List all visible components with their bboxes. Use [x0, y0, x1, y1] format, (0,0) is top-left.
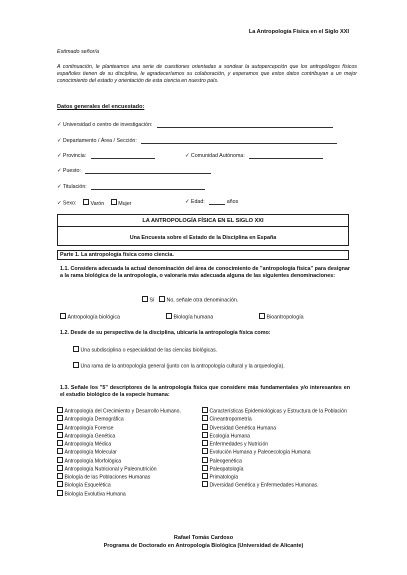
page-header-title: La Antropología Física en el Siglo XXI: [248, 29, 349, 35]
descriptor-item: [57, 473, 197, 481]
descriptor-checkbox[interactable]: [202, 457, 208, 463]
footer-author: Rafael Tomás Cardoso: [173, 535, 234, 541]
degree-label: ✓ Titulación:: [57, 184, 87, 190]
question-1-1-number: 1.1.: [60, 266, 69, 272]
descriptor-checkbox[interactable]: [202, 415, 208, 421]
q12-opt-b-checkbox[interactable]: [73, 362, 79, 368]
descriptor-item: [57, 415, 197, 423]
descriptor-item: [202, 440, 352, 448]
q13-left-list: [57, 407, 197, 498]
descriptor-item: [57, 490, 197, 498]
descriptor-item: [57, 432, 197, 440]
female-label: Mujer: [118, 200, 132, 207]
q12-opt-a: [73, 346, 343, 355]
question-1-1-text: Considera adecuada la actual denominación del área de conocimiento de "antropología física" para designar a la rama biológica de la antropología, o valoraría más adecuada alguna de las siguientes denominaciones:: [60, 266, 351, 280]
male-label: Varón: [90, 200, 105, 207]
province-field[interactable]: [91, 153, 155, 159]
q11-yes-label: Sí: [149, 297, 155, 304]
descriptor-checkbox[interactable]: [57, 465, 63, 471]
descriptor-item: [202, 481, 352, 489]
descriptor-label: Características Epidemiológicas y Estructura de la Población: [209, 408, 347, 415]
descriptor-item: [57, 457, 197, 465]
descriptor-checkbox[interactable]: [57, 481, 63, 487]
male-checkbox[interactable]: [83, 199, 89, 205]
university-row: [57, 122, 333, 128]
community-row: [185, 153, 323, 159]
part1-box: [57, 250, 349, 260]
descriptor-checkbox[interactable]: [57, 415, 63, 421]
sex-row: [57, 199, 131, 207]
descriptor-checkbox[interactable]: [57, 432, 63, 438]
q11-opt-a: [60, 313, 120, 321]
university-label: ✓ Universidad o centro de investigación:: [57, 122, 153, 128]
survey-subtitle: Una Encuesta sobre el Estado de la Disciplina en España: [129, 235, 277, 241]
q11-opt-c-checkbox[interactable]: [259, 313, 265, 319]
university-field[interactable]: [157, 122, 333, 128]
descriptor-item: [202, 432, 352, 440]
age-field[interactable]: [209, 199, 225, 205]
descriptor-label: Cineantropometría: [209, 416, 252, 423]
descriptor-item: [202, 465, 352, 473]
sex-label: ✓ Sexo:: [57, 200, 77, 207]
department-field[interactable]: [141, 138, 337, 144]
descriptor-checkbox[interactable]: [202, 432, 208, 438]
general-data-heading: Datos generales del encuestado:: [57, 104, 145, 110]
survey-title: LA ANTROPOLOGÍA FÍSICA EN EL SIGLO XXI: [142, 218, 264, 224]
descriptor-checkbox[interactable]: [202, 465, 208, 471]
descriptor-label: Diversidad Genética Humana: [209, 425, 277, 432]
community-field[interactable]: [249, 153, 323, 159]
descriptor-label: Paleopatología: [209, 466, 244, 473]
descriptor-item: [57, 407, 197, 415]
q12-opt-a-checkbox[interactable]: [73, 346, 79, 352]
descriptor-checkbox[interactable]: [202, 448, 208, 454]
q12-opt-a-label: Una subdisciplina o especialidad de las ciencias biológicas.: [80, 347, 218, 354]
descriptor-label: Enfermedades y Nutrición: [209, 441, 269, 448]
salutation: Estimado señor/a: [57, 49, 99, 55]
descriptor-item: [57, 465, 197, 473]
descriptor-checkbox[interactable]: [202, 440, 208, 446]
descriptor-label: Antropología Médica: [64, 441, 112, 448]
descriptor-label: Antropología Molecular: [64, 449, 117, 456]
descriptor-item: [57, 481, 197, 489]
descriptor-label: Diversidad Genética y Enfermedades Humanas.: [209, 482, 319, 489]
descriptor-label: Antropología Nutricional y Paleonutrición: [64, 466, 157, 473]
descriptor-label: Ecología Humana: [209, 433, 250, 440]
descriptor-item: [57, 448, 197, 456]
descriptor-item: [202, 448, 352, 456]
age-unit: años: [226, 199, 239, 205]
descriptor-checkbox[interactable]: [57, 490, 63, 496]
position-label: ✓ Puesto:: [57, 168, 81, 174]
province-row: [57, 153, 155, 159]
descriptor-label: Antropología Demográfica: [64, 416, 124, 423]
descriptor-label: Biología Evolutiva Humana: [64, 491, 126, 498]
female-checkbox[interactable]: [111, 199, 117, 205]
q11-opt-c: [259, 313, 304, 321]
descriptor-item: [57, 424, 197, 432]
q11-no-checkbox[interactable]: [159, 296, 165, 302]
position-field[interactable]: [85, 168, 211, 174]
degree-field[interactable]: [91, 184, 205, 190]
title-divider: [58, 226, 348, 227]
question-1-2: 1.2. Desde de su perspectiva de la disciplina, ubicaría la antropología física como:: [60, 330, 271, 336]
descriptor-item: [202, 415, 352, 423]
question-1-1: [60, 266, 350, 281]
department-row: [57, 138, 337, 144]
q11-yes-checkbox[interactable]: [142, 296, 148, 302]
descriptor-checkbox[interactable]: [57, 440, 63, 446]
intro-paragraph: A continuación, le planteamos una serie de cuestiones orientadas a sondear la autopercepción que los antropólogos físicos españoles tienen de su disciplina, le agradeceríamos su colaboración, y esperamos que estos datos contribuyan a un mejor conocimiento del estado y orientación de esta ciencia en nuestro país.: [57, 64, 357, 84]
descriptor-label: Evolución Humana y Paleoecología Humana: [209, 449, 311, 456]
descriptor-label: Antropología Forense: [64, 425, 114, 432]
degree-row: [57, 184, 205, 190]
q13-right-list: [202, 407, 352, 490]
q12-opt-b: [73, 362, 343, 371]
community-label: ✓ Comunidad Autónoma:: [185, 153, 245, 159]
age-row: [185, 199, 238, 205]
descriptor-checkbox[interactable]: [57, 473, 63, 479]
descriptor-label: Biología de las Poblaciones Humanas: [64, 474, 151, 481]
descriptor-label: Antropología Genética: [64, 433, 116, 440]
q11-opt-b: [166, 313, 213, 321]
q11-opt-a-label: Antropología biológica: [67, 314, 120, 321]
q11-no-label: No, señale otra denominación.: [166, 297, 239, 304]
descriptor-label: Paleogenética: [209, 458, 242, 465]
descriptor-label: Antropología Morfológica: [64, 458, 122, 465]
descriptor-checkbox[interactable]: [202, 481, 208, 487]
q11-opt-a-checkbox[interactable]: [60, 313, 66, 319]
department-label: ✓ Departamento / Área / Sección:: [57, 138, 137, 144]
descriptor-item: [57, 440, 197, 448]
descriptor-checkbox[interactable]: [57, 448, 63, 454]
descriptor-label: Antropología del Crecimiento y Desarrollo Humano.: [64, 408, 181, 415]
descriptor-item: [202, 473, 352, 481]
q11-opt-b-label: Biología humana: [173, 314, 214, 321]
descriptor-checkbox[interactable]: [57, 407, 63, 413]
descriptor-checkbox[interactable]: [202, 473, 208, 479]
part1-label: Parte 1. La antropología física como ciencia.: [60, 251, 174, 258]
q11-yes-no: [142, 296, 238, 304]
descriptor-checkbox[interactable]: [57, 457, 63, 463]
descriptor-checkbox[interactable]: [202, 424, 208, 430]
age-label: ✓ Edad:: [185, 199, 205, 205]
descriptor-label: Biología Esquelética: [64, 482, 111, 489]
footer-program: Programa de Doctorado en Antropología Biológica (Universidad de Alicante): [103, 543, 304, 549]
descriptor-item: [202, 424, 352, 432]
descriptor-checkbox[interactable]: [202, 407, 208, 413]
descriptor-item: [202, 407, 352, 415]
position-row: [57, 168, 211, 174]
descriptor-checkbox[interactable]: [57, 424, 63, 430]
descriptor-item: [202, 457, 352, 465]
survey-title-box: [57, 214, 349, 246]
province-label: ✓ Provincia:: [57, 153, 87, 159]
q11-opt-b-checkbox[interactable]: [166, 313, 172, 319]
q12-opt-b-label: Una rama de la antropología general (junto con la antropología cultural y la arqueología).: [80, 363, 285, 370]
q11-opt-c-label: Bioantropología: [266, 314, 304, 321]
question-1-3: 1.3. Señale los "5" descriptores de la antropología física que considere más fundamentales y/o interesantes en el estudio biológico de la especie humana:: [60, 385, 350, 399]
descriptor-label: Primatología: [209, 474, 239, 481]
